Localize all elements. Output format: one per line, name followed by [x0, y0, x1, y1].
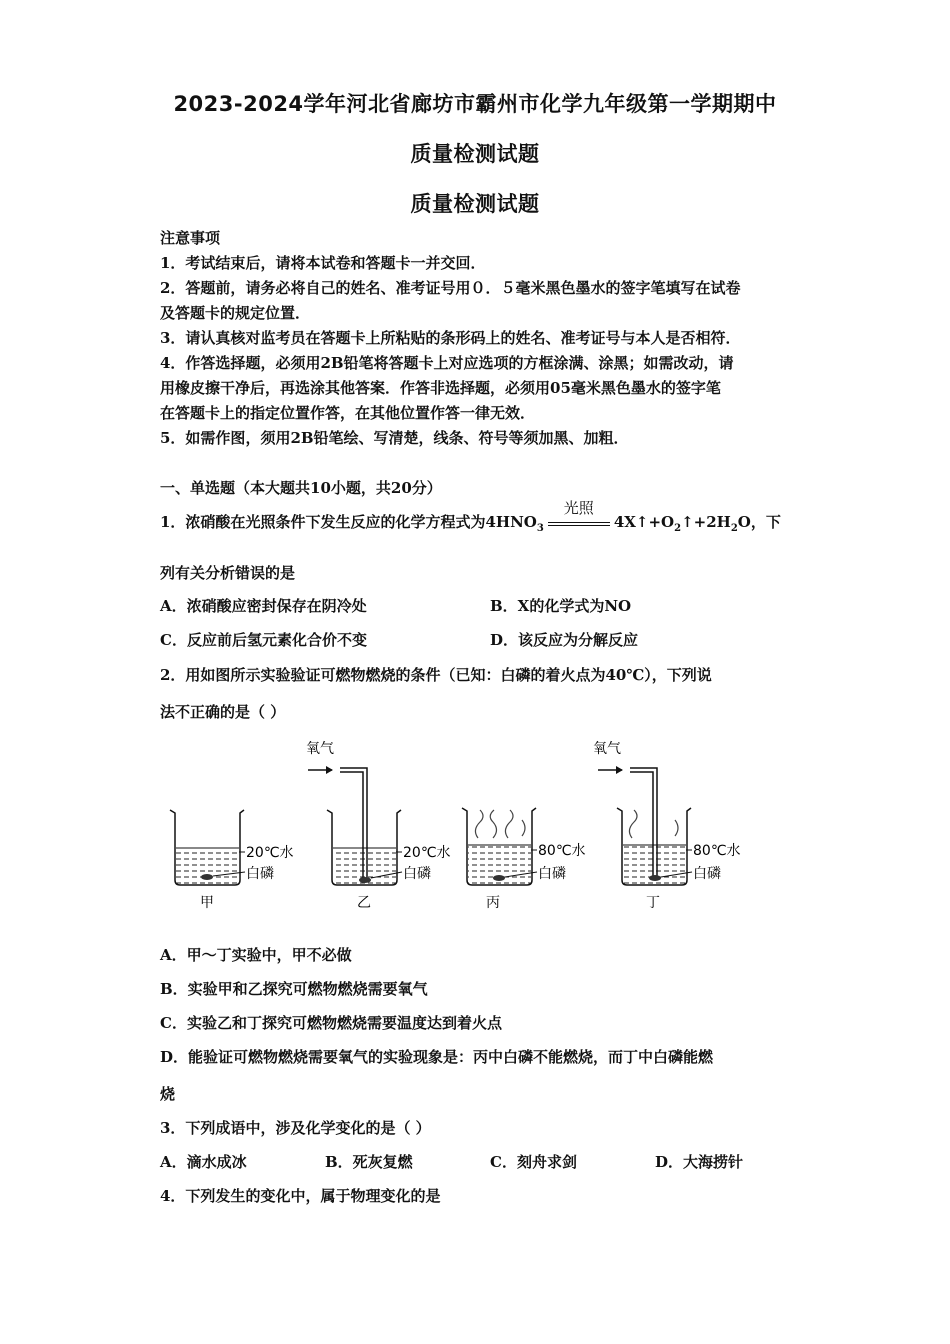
notice-line: 5．如需作图，须用2B铅笔绘、写清楚，线条、符号等须加黑、加粗． [160, 429, 629, 447]
notice-line: 4．作答选择题，必须用2B铅笔将答题卡上对应选项的方框涂满、涂黑；如需改动，请 [160, 354, 734, 372]
phosphorus-label-jia: 白磷 [246, 866, 274, 882]
label-bing: 丙 [486, 895, 500, 911]
q1-option-d: D．该反应为分解反应 [490, 631, 639, 649]
q3-stem: 3．下列成语中，涉及化学变化的是（ ） [160, 1119, 431, 1137]
q1-h2o-subscript: 2 [730, 523, 738, 534]
beaker-jia [170, 810, 245, 885]
q1-reactant: 4HNO [485, 513, 537, 531]
q1-option-c: C．反应前后氢元素化合价不变 [160, 631, 367, 649]
water-label-yi: 20℃水 [403, 845, 451, 861]
beaker-bing [462, 808, 537, 885]
beaker-ding [598, 766, 692, 885]
phosphorus-label-yi: 白磷 [403, 866, 431, 882]
q1-prefix: 1．浓硝酸在光照条件下发生反应的化学方程式为 [160, 513, 486, 531]
q2-option-d-line1: D．能验证可燃物燃烧需要氧气的实验现象是：丙中白磷不能燃烧，而丁中白磷能燃 [160, 1048, 714, 1066]
notice-line: 1．考试结束后，请将本试卷和答题卡一并交回． [160, 254, 486, 272]
reaction-arrow [548, 499, 610, 534]
q4-stem: 4．下列发生的变化中，属于物理变化的是 [160, 1187, 441, 1205]
q1-stem-line1 [160, 499, 781, 541]
notice-line: 2．答题前，请务必将自己的姓名、准考证号用０．５毫米黑色墨水的签字笔填写在试卷 [160, 279, 741, 297]
notice-line: 在答题卡上的指定位置作答，在其他位置作答一律无效． [160, 404, 536, 422]
label-ding: 丁 [646, 895, 660, 911]
section-heading: 一、单选题（本大题共10小题，共20分） [160, 479, 442, 497]
q1-reactant-subscript: 3 [536, 523, 544, 534]
notice-line: 及答题卡的规定位置． [160, 304, 311, 322]
water-label-jia: 20℃水 [246, 845, 294, 861]
q3-option-a: A．滴水成冰 [160, 1153, 247, 1171]
water-label-bing: 80℃水 [538, 843, 586, 859]
q3-option-b: B．死灰复燃 [325, 1153, 413, 1171]
notice-heading: 注意事项 [160, 229, 221, 247]
q3-option-c: C．刻舟求剑 [490, 1153, 577, 1171]
q2-option-c: C．实验乙和丁探究可燃物燃烧需要温度达到着火点 [160, 1014, 502, 1032]
q1-option-a: A．浓硝酸应密封保存在阴冷处 [160, 597, 367, 615]
q1-stem-line2: 列有关分析错误的是 [160, 564, 296, 582]
q1-products-end: O，下 [737, 513, 781, 531]
q2-stem-line2: 法不正确的是（ ） [160, 703, 286, 721]
exam-title-line1: 2023-2024学年河北省廊坊市霸州市化学九年级第一学期期中 [173, 92, 777, 116]
beaker-yi [308, 766, 402, 885]
reaction-condition: 光照 [563, 499, 594, 517]
phosphorus-label-bing: 白磷 [538, 866, 566, 882]
q2-option-d-line2: 烧 [160, 1085, 176, 1103]
water-label-ding: 80℃水 [693, 843, 741, 859]
combustion-experiment-figure [160, 730, 760, 920]
q2-option-b: B．实验甲和乙探究可燃物燃烧需要氧气 [160, 980, 428, 998]
label-jia: 甲 [200, 895, 214, 911]
exam-title-line3: 质量检测试题 [410, 192, 540, 216]
q2-stem-line1: 2．用如图所示实验验证可燃物燃烧的条件（已知：白磷的着火点为40℃），下列说 [160, 666, 712, 684]
oxygen-label-1: 氧气 [306, 741, 334, 757]
q1-o2-subscript: 2 [674, 523, 682, 534]
notice-line: 用橡皮擦干净后，再选涂其他答案．作答非选择题，必须用05毫米黑色墨水的签字笔 [160, 379, 721, 397]
phosphorus-label-ding: 白磷 [693, 866, 721, 882]
label-yi: 乙 [357, 895, 371, 911]
q2-option-a: A．甲～丁实验中，甲不必做 [160, 946, 352, 964]
oxygen-label-2: 氧气 [593, 741, 621, 757]
notice-line: 3．请认真核对监考员在答题卡上所粘贴的条形码上的姓名、准考证号与本人是否相符． [160, 329, 741, 347]
q1-products-x: 4X↑+O [613, 513, 675, 531]
q3-option-d: D．大海捞针 [655, 1153, 744, 1171]
exam-title-line2: 质量检测试题 [410, 142, 540, 166]
q1-option-b: B．X的化学式为NO [490, 597, 632, 615]
q1-products-mid: ↑+2H [681, 513, 731, 531]
